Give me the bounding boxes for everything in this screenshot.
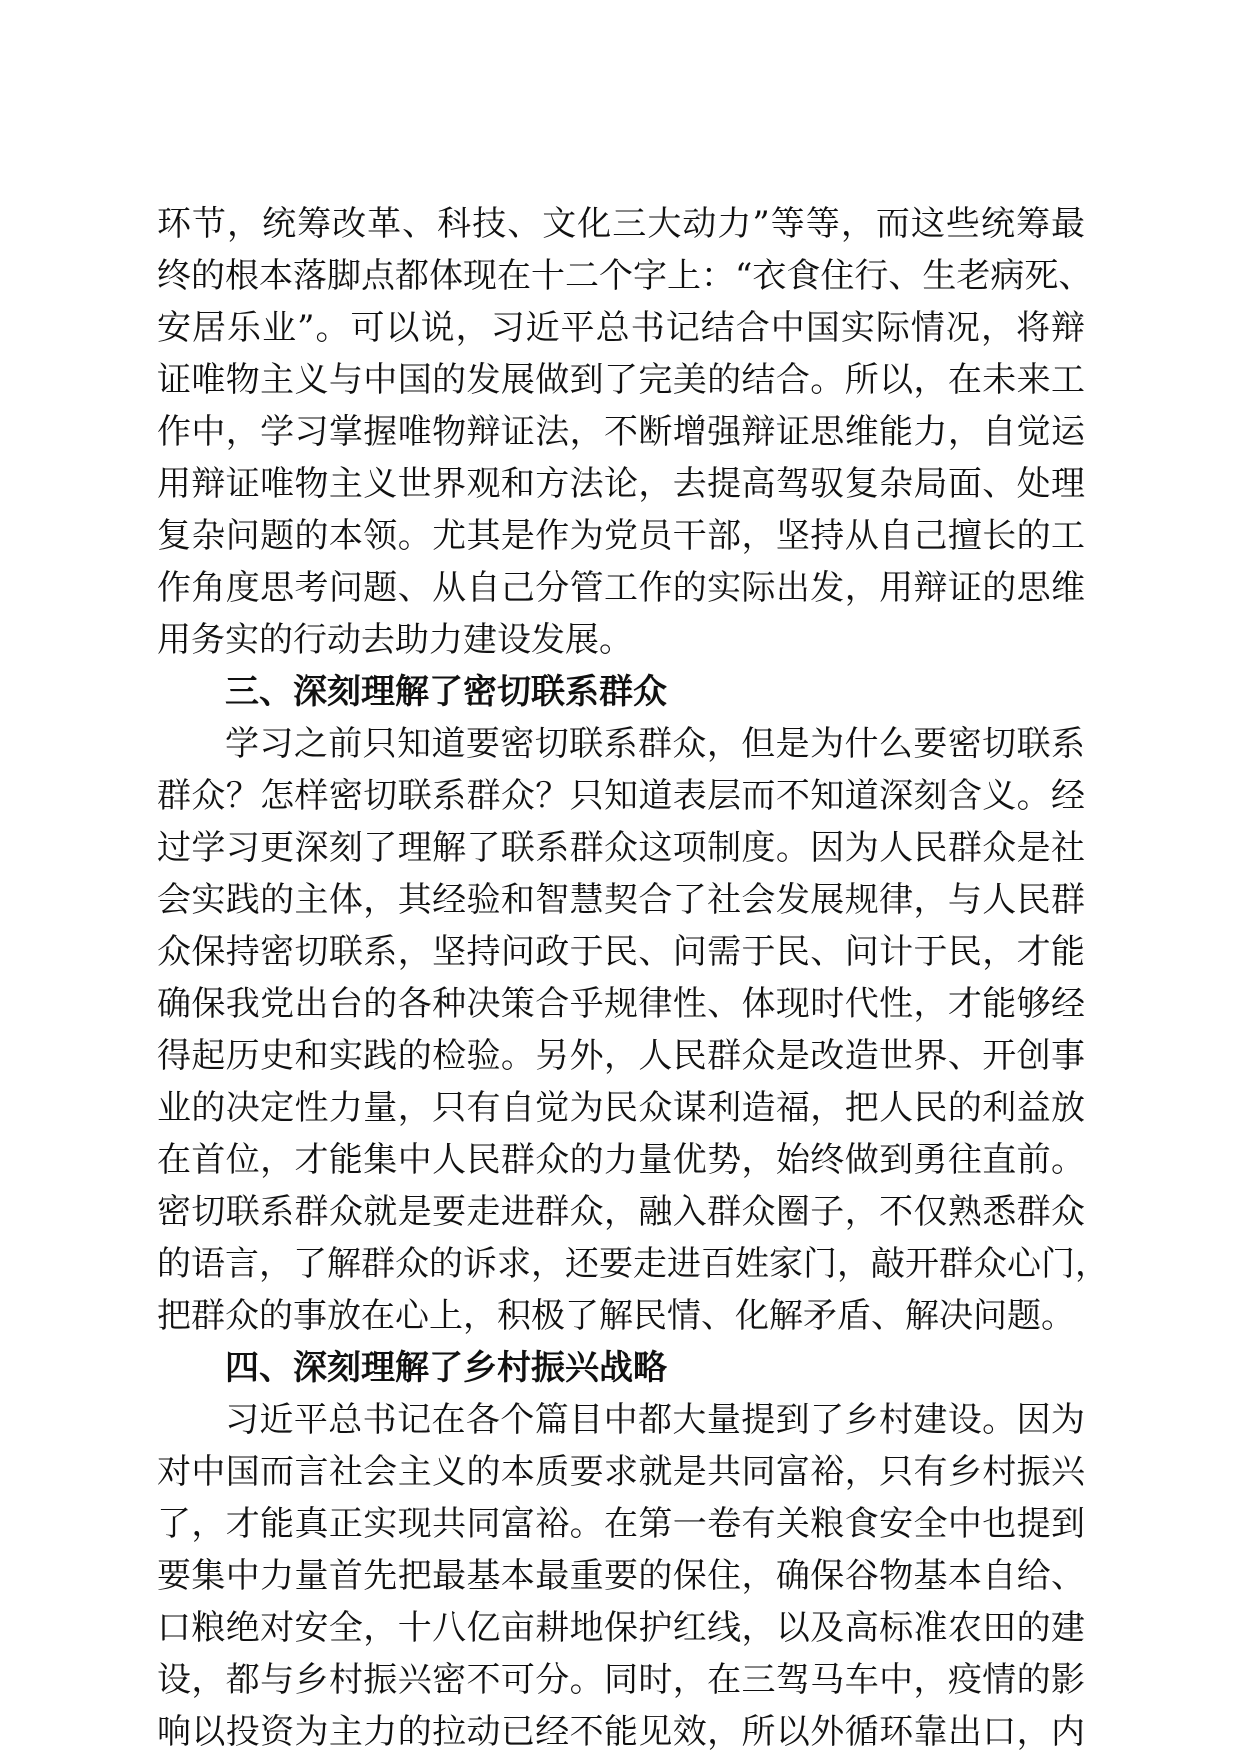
text-line: 业的决定性力量，只有自觉为民众谋利造福，把人民的利益放 [157, 1088, 1085, 1128]
text-line: 群众？怎样密切联系群众？只知道表层而不知道深刻含义。经 [157, 776, 1085, 816]
text-line: 学习之前只知道要密切联系群众，但是为什么要密切联系 [225, 724, 1085, 764]
section-heading-four: 四、深刻理解了乡村振兴战略 [225, 1348, 667, 1388]
paragraph-rural-revitalization [157, 1394, 1085, 1758]
document-body [157, 198, 1109, 1758]
text-line: 用务实的行动去助力建设发展。 [157, 620, 633, 660]
text-line: 设，都与乡村振兴密不可分。同时，在三驾马车中，疫情的影 [157, 1660, 1085, 1700]
text-line: 习近平总书记在各个篇目中都大量提到了乡村建设。因为 [225, 1400, 1085, 1440]
section-heading-three: 三、深刻理解了密切联系群众 [225, 672, 667, 712]
text-line: 作中，学习掌握唯物辩证法，不断增强辩证思维能力，自觉运 [157, 412, 1085, 452]
text-line: 用辩证唯物主义世界观和方法论，去提高驾驭复杂局面、处理 [157, 464, 1085, 504]
text-line: 终的根本落脚点都体现在十二个字上：“衣食住行、生老病死、 [157, 256, 1093, 296]
text-line: 确保我党出台的各种决策合乎规律性、体现时代性，才能够经 [157, 984, 1085, 1024]
text-line: 得起历史和实践的检验。另外，人民群众是改造世界、开创事 [157, 1036, 1085, 1076]
text-line: 了，才能真正实现共同富裕。在第一卷有关粮食安全中也提到 [157, 1504, 1085, 1544]
text-line: 口粮绝对安全，十八亿亩耕地保护红线，以及高标准农田的建 [157, 1608, 1085, 1648]
paragraph-dialectics-conclusion [157, 198, 1093, 666]
text-line: 在首位，才能集中人民群众的力量优势，始终做到勇往直前。 [157, 1140, 1085, 1180]
text-line: 密切联系群众就是要走进群众，融入群众圈子，不仅熟悉群众 [157, 1192, 1085, 1232]
text-line: 安居乐业”。可以说，习近平总书记结合中国实际情况，将辩 [157, 308, 1085, 348]
text-line: 复杂问题的本领。尤其是作为党员干部，坚持从自己擅长的工 [157, 516, 1085, 556]
text-line: 的语言，了解群众的诉求，还要走进百姓家门，敲开群众心门， [157, 1244, 1109, 1284]
text-line: 要集中力量首先把最基本最重要的保住，确保谷物基本自给、 [157, 1556, 1085, 1596]
paragraph-mass-line [157, 718, 1109, 1342]
text-line: 响以投资为主力的拉动已经不能见效，所以外循环靠出口，内 [157, 1712, 1085, 1752]
text-line: 对中国而言社会主义的本质要求就是共同富裕，只有乡村振兴 [157, 1452, 1085, 1492]
text-line: 作角度思考问题、从自己分管工作的实际出发，用辩证的思维 [157, 568, 1085, 608]
text-line: 众保持密切联系，坚持问政于民、问需于民、问计于民，才能 [157, 932, 1085, 972]
text-line: 环节，统筹改革、科技、文化三大动力”等等，而这些统筹最 [157, 204, 1085, 244]
text-line: 把群众的事放在心上，积极了解民情、化解矛盾、解决问题。 [157, 1296, 1075, 1336]
text-line: 过学习更深刻了理解了联系群众这项制度。因为人民群众是社 [157, 828, 1085, 868]
text-line: 证唯物主义与中国的发展做到了完美的结合。所以，在未来工 [157, 360, 1085, 400]
text-line: 会实践的主体，其经验和智慧契合了社会发展规律，与人民群 [157, 880, 1085, 920]
